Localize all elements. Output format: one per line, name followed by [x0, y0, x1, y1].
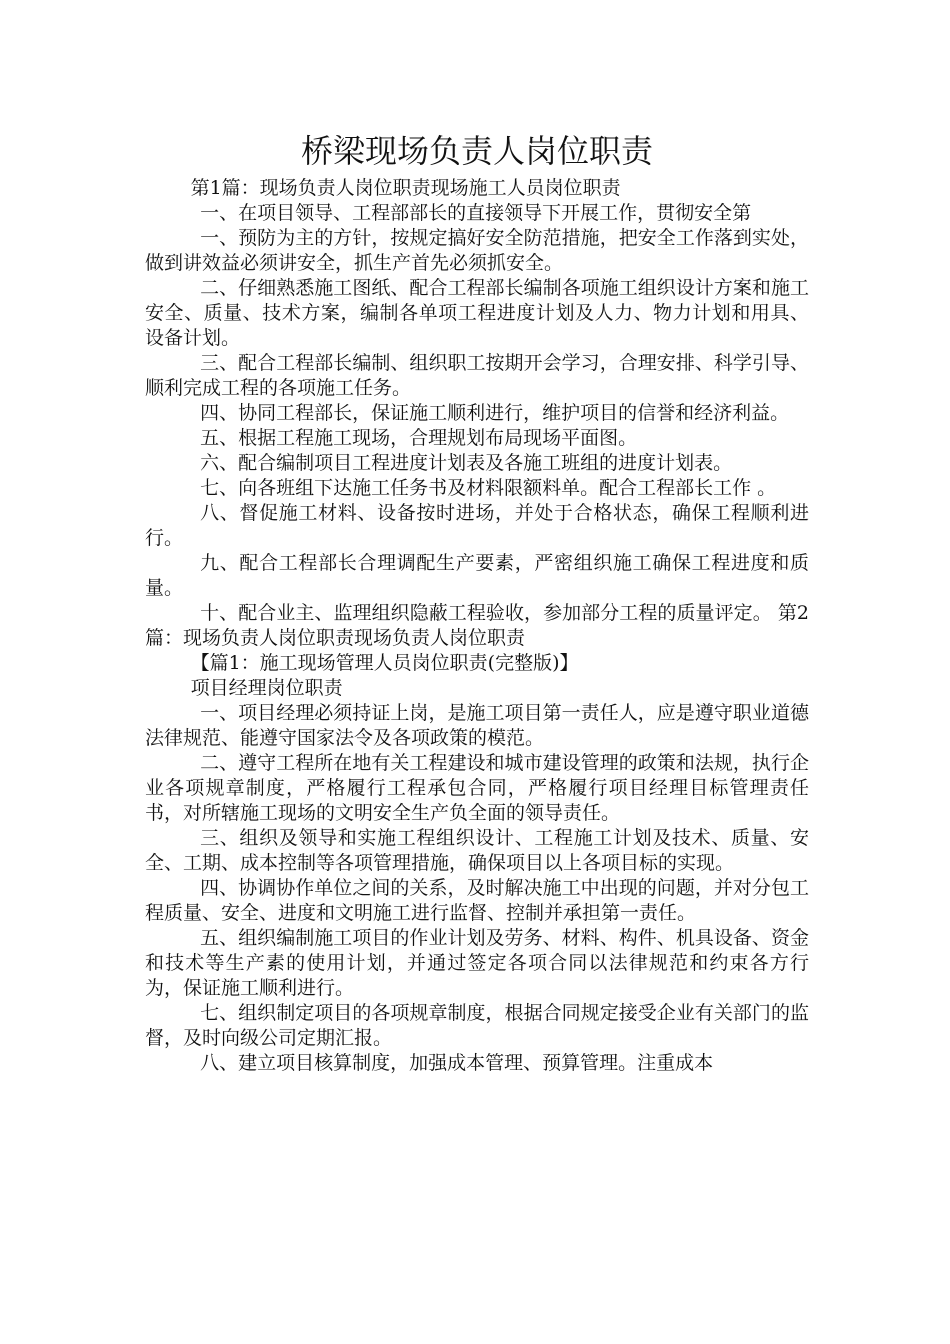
paragraph: 八、督促施工材料、设备按时进场，并处于合格状态，确保工程顺利进行。 — [145, 502, 809, 549]
paragraph: 一、在项目领导、工程部部长的直接领导下开展工作，贯彻安全第 — [200, 202, 752, 224]
paragraph: 三、配合工程部长编制、组织职工按期开会学习，合理安排、科学引导、顺利完成工程的各项施工任务。 — [145, 352, 809, 399]
section-heading: 第1篇：现场负责人岗位职责现场施工人员岗位职责 — [190, 177, 621, 199]
paragraph: 五、根据工程施工现场，合理规划布局现场平面图。 — [200, 427, 638, 449]
paragraph: 十、配合业主、监理组织隐蔽工程验收，参加部分工程的质量评定。 第2篇：现场负责人岗位职责现场负责人岗位职责 — [145, 602, 809, 649]
paragraph: 六、配合编制项目工程进度计划表及各施工班组的进度计划表。 — [200, 452, 733, 474]
paragraph: 九、配合工程部长合理调配生产要素，严密组织施工确保工程进度和质量。 — [145, 552, 809, 599]
section-heading: 项目经理岗位职责 — [190, 677, 343, 699]
paragraph: 三、组织及领导和实施工程组织设计、工程施工计划及技术、质量、安全、工期、成本控制等各项管理措施，确保项目以上各项目标的实现。 — [145, 827, 809, 874]
paragraph: 七、组织制定项目的各项规章制度，根据合同规定接受企业有关部门的监督，及时向级公司定期汇报。 — [145, 1002, 809, 1049]
paragraph: 四、协调协作单位之间的关系，及时解决施工中出现的问题，并对分包工程质量、安全、进度和文明施工进行监督、控制并承担第一责任。 — [145, 877, 809, 924]
paragraph: 一、项目经理必须持证上岗，是施工项目第一责任人，应是遵守职业道德法律规范、能遵守国家法令及各项政策的模范。 — [145, 702, 809, 749]
paragraph: 五、组织编制施工项目的作业计划及劳务、材料、构件、机具设备、资金和技术等生产素的使用计划，并通过签定各项合同以法律规范和约束各方行为，保证施工顺利进行。 — [145, 927, 809, 999]
document-page — [145, 126, 809, 1076]
paragraph: 二、仔细熟悉施工图纸、配合工程部长编制各项施工组织设计方案和施工安全、质量、技术方案，编制各单项工程进度计划及人力、物力计划和用具、设备计划。 — [145, 277, 809, 349]
paragraph: 四、协同工程部长，保证施工顺利进行，维护项目的信誉和经济利益。 — [200, 402, 790, 424]
paragraph: 七、向各班组下达施工任务书及材料限额料单。配合工程部长工作 。 — [200, 477, 777, 499]
section-heading: 【篇1：施工现场管理人员岗位职责(完整版)】 — [190, 652, 579, 674]
paragraph: 二、遵守工程所在地有关工程建设和城市建设管理的政策和法规，执行企业各项规章制度，严格履行工程承包合同，严格履行项目经理目标管理责任书，对所辖施工现场的文明安全生产负全面的领导责任。 — [145, 752, 809, 824]
document-body — [145, 176, 809, 1076]
paragraph: 一、预防为主的方针，按规定搞好安全防范措施，把安全工作落到实处，做到讲效益必须讲安全，抓生产首先必须抓安全。 — [145, 227, 809, 274]
document-title: 桥梁现场负责人岗位职责 — [300, 132, 653, 170]
paragraph: 八、建立项目核算制度，加强成本管理、预算管理。注重成本 — [200, 1052, 714, 1074]
